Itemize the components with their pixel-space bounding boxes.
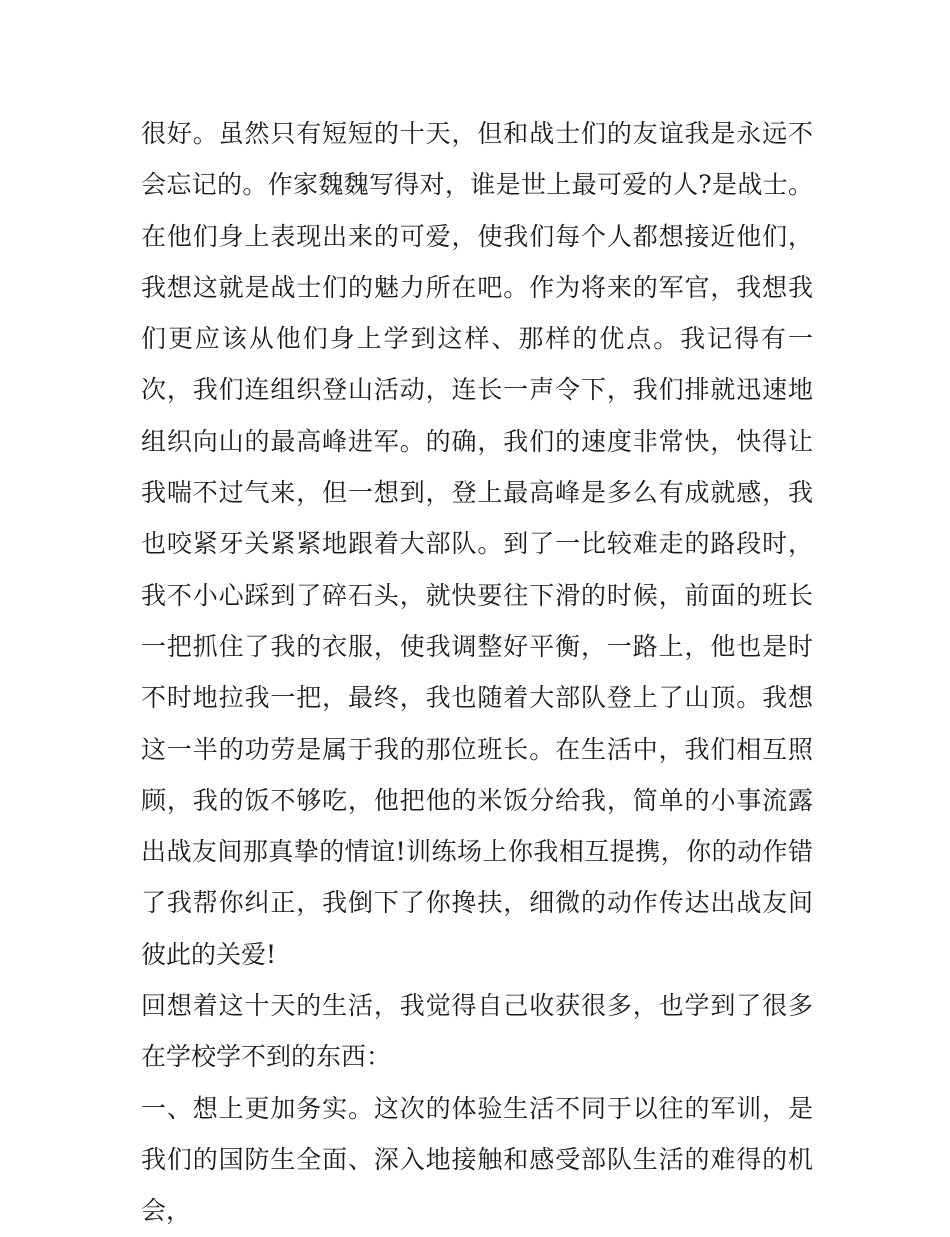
document-body (141, 108, 813, 1237)
paragraph-2: 回想着这十天的生活，我觉得自己收获很多，也学到了很多在学校学不到的东西： (141, 991, 813, 1072)
paragraph-1: 很好。虽然只有短短的十天，但和战士们的友谊我是永远不会忘记的。作家魏魏写得对，谁是世上最可爱的人?是战士。在他们身上表现出来的可爱，使我们每个人都想接近他们，我想这就是战士们的魅力所在吧。作为将来的军官，我想我们更应该从他们身上学到这样、那样的优点。我记得有一次，我们连组织登山活动，连长一声令下，我们排就迅速地组织向山的最高峰进军。的确，我们的速度非常快，快得让我喘不过气来，但一想到，登上最高峰是多么有成就感，我也咬紧牙关紧紧地跟着大部队。到了一比较难走的路段时，我不小心踩到了碎石头，就快要往下滑的时候，前面的班长一把抓住了我的衣服，使我调整好平衡，一路上，他也是时不时地拉我一把，最终，我也随着大部队登上了山顶。我想这一半的功劳是属于我的那位班长。在生活中，我们相互照顾，我的饭不够吃，他把他的米饭分给我，简单的小事流露出战友间那真挚的情谊!训练场上你我相互提携，你的动作错了我帮你纠正，我倒下了你搀扶，细微的动作传达出战友间彼此的关爱! (141, 119, 813, 969)
paragraph-3: 一、想上更加务实。这次的体验生活不同于以往的军训，是我们的国防生全面、深入地接触和感受部队生活的难得的机会， (141, 1093, 813, 1226)
